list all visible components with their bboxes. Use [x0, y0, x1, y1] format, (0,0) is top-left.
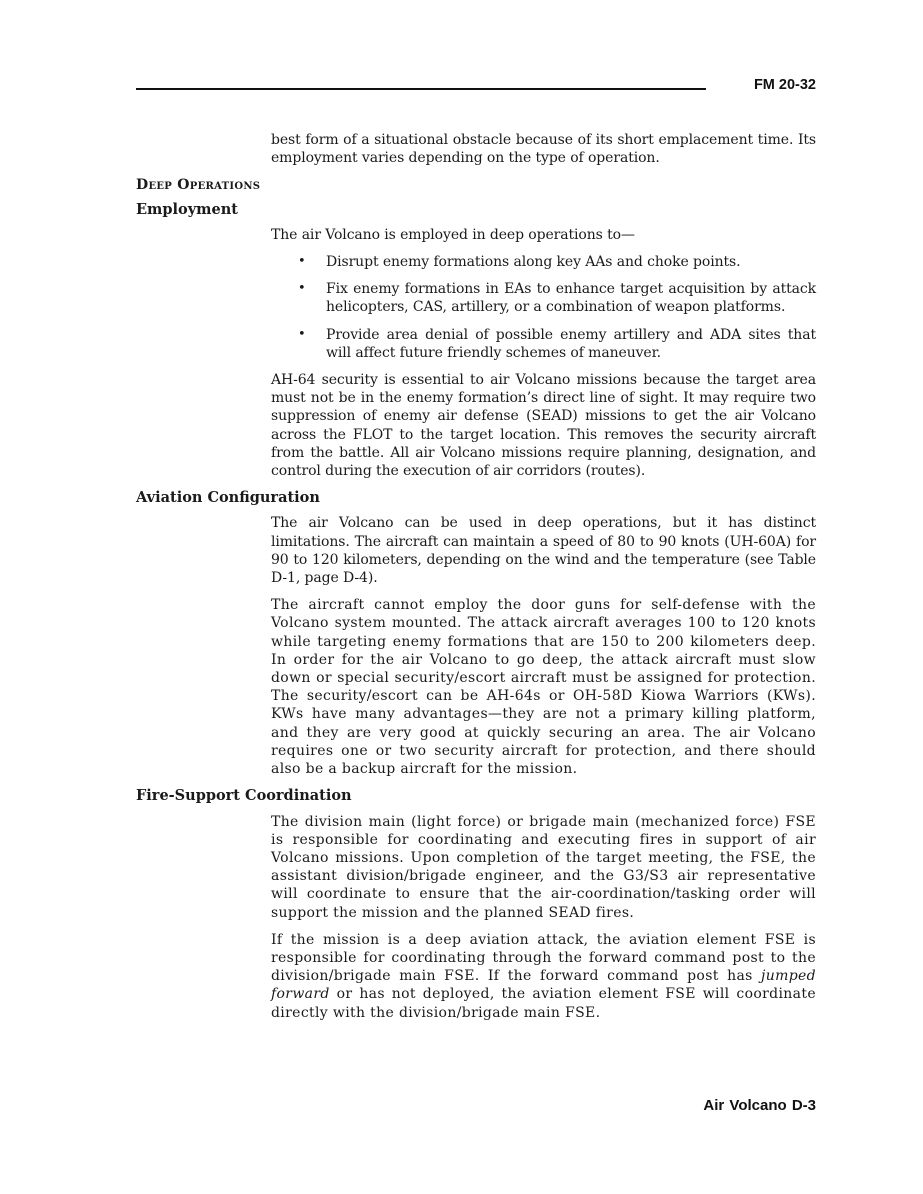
page-body — [136, 131, 816, 1031]
employment-lead: The air Volcano is employed in deep operations to— — [271, 226, 635, 243]
aviation-heading: Aviation Configuration — [136, 489, 320, 507]
employment-heading: Employment — [136, 200, 238, 218]
fire-support-heading: Fire-Support Coordination — [136, 787, 352, 805]
bullet-icon: • — [298, 326, 306, 342]
bullet-text: Provide area denial of possible enemy artillery and ADA sites that will affect future friendly schemes of maneuver. — [326, 326, 816, 361]
intro-paragraph: best form of a situational obstacle because of its short emplacement time. Its employment varies depending on the type of operation. — [271, 132, 816, 167]
list-item — [271, 326, 816, 362]
manual-code: FM 20-32 — [753, 77, 816, 93]
bullet-text: Disrupt enemy formations along key AAs and choke points. — [326, 254, 741, 271]
fire-support-paragraph-2 — [271, 931, 816, 1022]
list-item — [271, 253, 816, 271]
section-title: Deep Operations — [136, 177, 261, 194]
fire-support-text-a: If the mission is a deep aviation attack, the aviation element FSE is responsible for coordinating through the forward command post to the division/brigade main FSE. If the forward command post has — [271, 931, 816, 985]
bullet-text: Fix enemy formations in EAs to enhance target acquisition by attack helicopters, CAS, artillery, or a combination of weapon platforms. — [326, 281, 816, 316]
aviation-paragraph-1: The air Volcano can be used in deep operations, but it has distinct limitations. The aircraft can maintain a speed of 80 to 90 knots (UH-60A) for 90 to 120 kilometers, depending on the wind and the temperature (see Table D-1, page D-4). — [271, 515, 816, 587]
footer-page-label: Air Volcano D-3 — [703, 1097, 816, 1114]
aviation-paragraph-2: The aircraft cannot employ the door guns for self-defense with the Volcano system mounted. The attack aircraft averages 100 to 120 knots while targeting enemy formations that are 150 to 200 kilometers deep. In order for the air Volcano to go deep, the attack aircraft must slow down or special security/escort aircraft must be assigned for protection. The security/escort can be AH-64s or OH-58D Kiowa Warriors (KWs). KWs have many advantages—they are not a primary killing platform, and they are very good at quickly securing an area. The air Volcano requires one or two security aircraft for protection, and there should also be a backup aircraft for the mission. — [271, 597, 816, 778]
emphasis-text: jumped forward — [271, 968, 816, 1003]
employment-bullet-list — [271, 253, 816, 362]
fire-support-text-b: or has not deployed, the aviation element FSE will coordinate directly with the division/brigade main FSE. — [271, 986, 816, 1021]
header-rule — [136, 88, 706, 90]
list-item — [271, 280, 816, 316]
fire-support-paragraph-1: The division main (light force) or brigade main (mechanized force) FSE is responsible for coordinating and executing fires in support of air Volcano missions. Upon completion of the target meeting, the FSE, the assistant division/brigade engineer, and the G3/S3 air representative will coordinate to ensure that the air-coordination/tasking order will support the mission and the planned SEAD fires. — [271, 813, 816, 921]
employment-paragraph: AH-64 security is essential to air Volcano missions because the target area must not be in the enemy formation’s direct line of sight. It may require two suppression of enemy air defense (SEAD) missions to get the air Volcano across the FLOT to the target location. This removes the security aircraft from the battle. All air Volcano missions require planning, designation, and control during the execution of air corridors (routes). — [271, 372, 816, 480]
bullet-icon: • — [298, 254, 306, 270]
bullet-icon: • — [298, 281, 306, 297]
